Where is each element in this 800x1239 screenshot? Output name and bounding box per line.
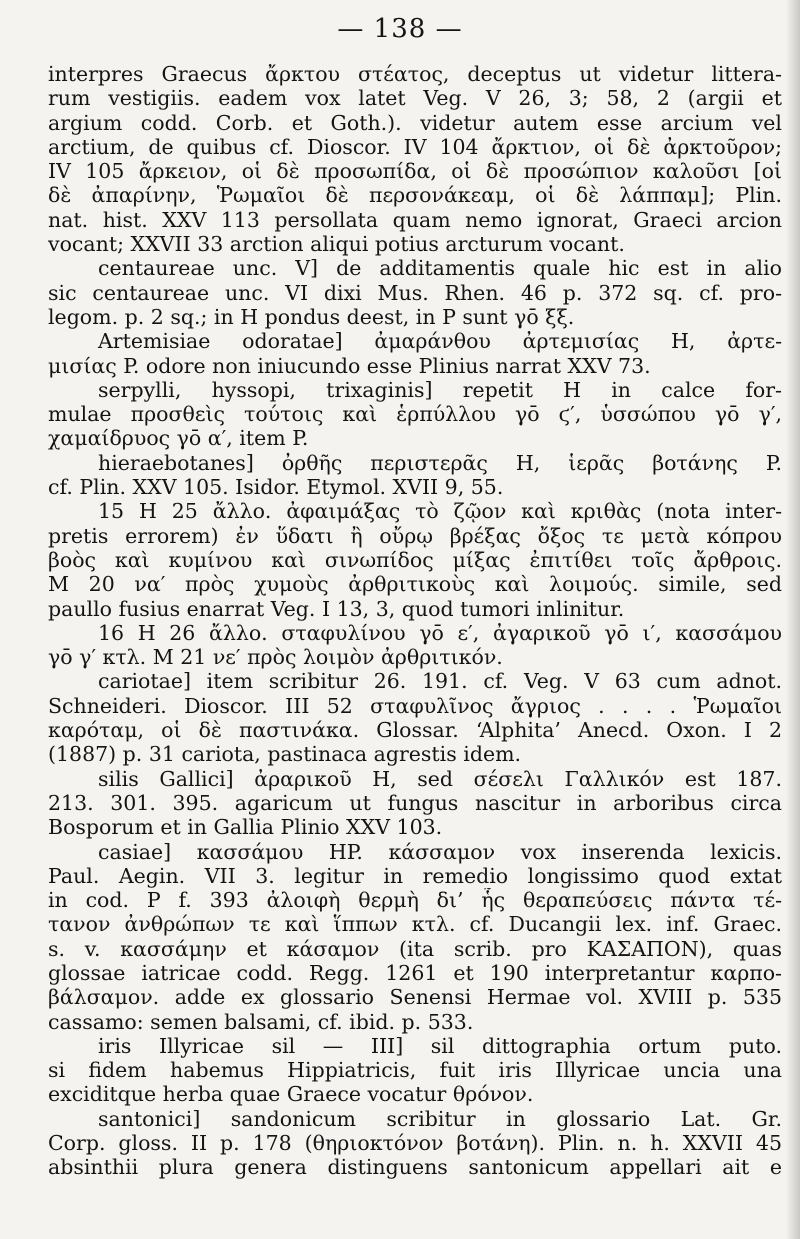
text-line: iris Illyricae sil — III] sil dittographia ortum puto. [98, 1033, 782, 1058]
text-line: βάλσαμον. adde ex glossario Senensi Hermae vol. XVIII p. 535 [48, 985, 782, 1010]
text-line: pretis errorem) ἐν ὕδατι ἢ οὔρῳ βρέξας ὄξος τε μετὰ κόπρου [48, 523, 782, 548]
text-line: hieraebotanes] ὀρθῆς περιστερᾶς H, ἱερᾶς βοτάνης P. [98, 450, 782, 475]
text-line: silis Gallici] ἀραρικοῦ H, sed σέσελι Γαλλικόν est 187. [98, 766, 782, 791]
text-line: τανον ἀνθρώπων τε καὶ ἵππων κτλ. cf. Ducangii lex. inf. Graec. [48, 912, 782, 937]
text-line: exciditque herba quae Graece vocatur θρόνον. [48, 1082, 534, 1107]
text-line: s. v. κασσάμην et κάσαμον (ita scrib. pro ΚΑΣΑΠΟΝ), quas [48, 936, 782, 961]
text-line: IV 105 ἄρκειον, οἱ δὲ προσωπίδα, οἱ δὲ προσώπιον καλοῦσι [οἱ [48, 159, 782, 184]
text-line: (1887) p. 31 cariota, pastinaca agrestis idem. [48, 742, 522, 767]
text-line: γō γ′ κτλ. M 21 νε′ πρὸς λοιμὸν ἀρθριτικόν. [48, 645, 503, 670]
text-line: sic centaureae unc. VI dixi Mus. Rhen. 46 p. 372 sq. cf. pro- [48, 280, 782, 305]
text-line: mulae προσθεὶς τούτοις καὶ ἑρπύλλου γō ϛ′, ὑσσώπου γō γ′, [48, 402, 782, 427]
text-line: Paul. Aegin. VII 3. legitur in remedio longissimo quod extat [48, 863, 782, 888]
text-line: cassamo: semen balsami, cf. ibid. p. 533. [48, 1009, 474, 1034]
text-line: μισίας P. odore non iniucundo esse Plinius narrat XXV 73. [48, 353, 651, 378]
text-line: paullo fusius enarrat Veg. I 13, 3, quod tumori inlinitur. [48, 596, 625, 621]
text-line: καρόταμ, οἱ δὲ παστινάκα. Glossar. ‘Alphita’ Anecd. Oxon. I 2 [48, 718, 782, 743]
text-line: Bosporum et in Gallia Plinio XXV 103. [48, 815, 443, 840]
text-line: cariotae] item scribitur 26. 191. cf. Veg. V 63 cum adnot. [98, 669, 782, 694]
text-line: serpylli, hyssopi, trixaginis] repetit H in calce for- [98, 377, 782, 402]
text-line: si fidem habemus Hippiatricis, fuit iris Illyricae uncia una [48, 1058, 782, 1083]
text-line: cf. Plin. XXV 105. Isidor. Etymol. XVII 9, 55. [48, 475, 504, 500]
text-line: santonici] sandonicum scribitur in glossario Lat. Gr. [98, 1106, 782, 1131]
page-edge-shadow [786, 0, 800, 1239]
text-line: legom. p. 2 sq.; in H pondus deest, in P sunt γō ξξ. [48, 304, 575, 329]
text-line: casiae] κασσάμου HP. κάσσαμον vox inserenda lexicis. [98, 839, 782, 864]
text-line: nat. hist. XXV 113 persollata quam nemo ignorat, Graeci arcion [48, 207, 782, 232]
text-line: Corp. gloss. II p. 178 (θηριοκτόνον βοτάνη). Plin. n. h. XXVII 45 [48, 1131, 782, 1156]
text-line: centaureae unc. V] de additamentis quale hic est in alio [98, 256, 782, 281]
page-number: — 138 — [337, 14, 463, 44]
text-line: 15 H 25 ἄλλο. ἀφαιμάξας τὸ ζῷον καὶ κριθὰς (nota inter- [98, 499, 782, 524]
commentary-text [48, 62, 782, 1180]
text-line: argium codd. Corb. et Goth.). videtur autem esse arcium vel [48, 110, 782, 135]
text-line: arctium, de quibus cf. Dioscor. IV 104 ἄρκτιον, οἱ δὲ ἀρκτοῦρον; [48, 134, 782, 159]
text-line: rum vestigiis. eadem vox latet Veg. V 26, 3; 58, 2 (argii et [48, 86, 782, 111]
text-line: Artemisiae odoratae] ἀμαράνθου ἀρτεμισίας H, ἀρτε- [98, 329, 782, 354]
text-line: βοὸς καὶ κυμίνου καὶ σινωπίδος μίξας ἐπιτίθει τοῖς ἄρθροις. [48, 547, 782, 572]
text-line: Schneideri. Dioscor. III 52 σταφυλῖνος ἄγριος . . . . Ῥωμαῖοι [48, 693, 782, 718]
text-line: 16 H 26 ἄλλο. σταφυλίνου γō ε′, ἀγαρικοῦ γō ι′, κασσάμου [98, 620, 782, 645]
text-line: 213. 301. 395. agaricum ut fungus nascitur in arboribus circa [48, 790, 782, 815]
text-line: M 20 να′ πρὸς χυμοὺς ἀρθριτικοὺς καὶ λοιμούς. simile, sed [48, 572, 782, 597]
text-line: χαμαίδρυος γō α′, item P. [48, 426, 309, 451]
text-line: vocant; XXVII 33 arction aliqui potius arcturum vocant. [48, 232, 625, 257]
text-line: absinthii plura genera distinguens santonicum appellari ait e [48, 1155, 782, 1180]
text-line: interpres Graecus ἄρκτου στέατος, deceptus ut videtur littera- [48, 62, 782, 86]
text-line: glossae iatricae codd. Regg. 1261 et 190 interpretantur καρπο- [48, 960, 782, 985]
text-line: in cod. P f. 393 ἀλοιφὴ θερμὴ δι’ ἧς θεραπεύσεις πάντα τέ- [48, 888, 782, 913]
text-line: δὲ ἀπαρίνην, Ῥωμαῖοι δὲ περσονάκεαμ, οἱ δὲ λάππαμ]; Plin. [48, 183, 782, 208]
